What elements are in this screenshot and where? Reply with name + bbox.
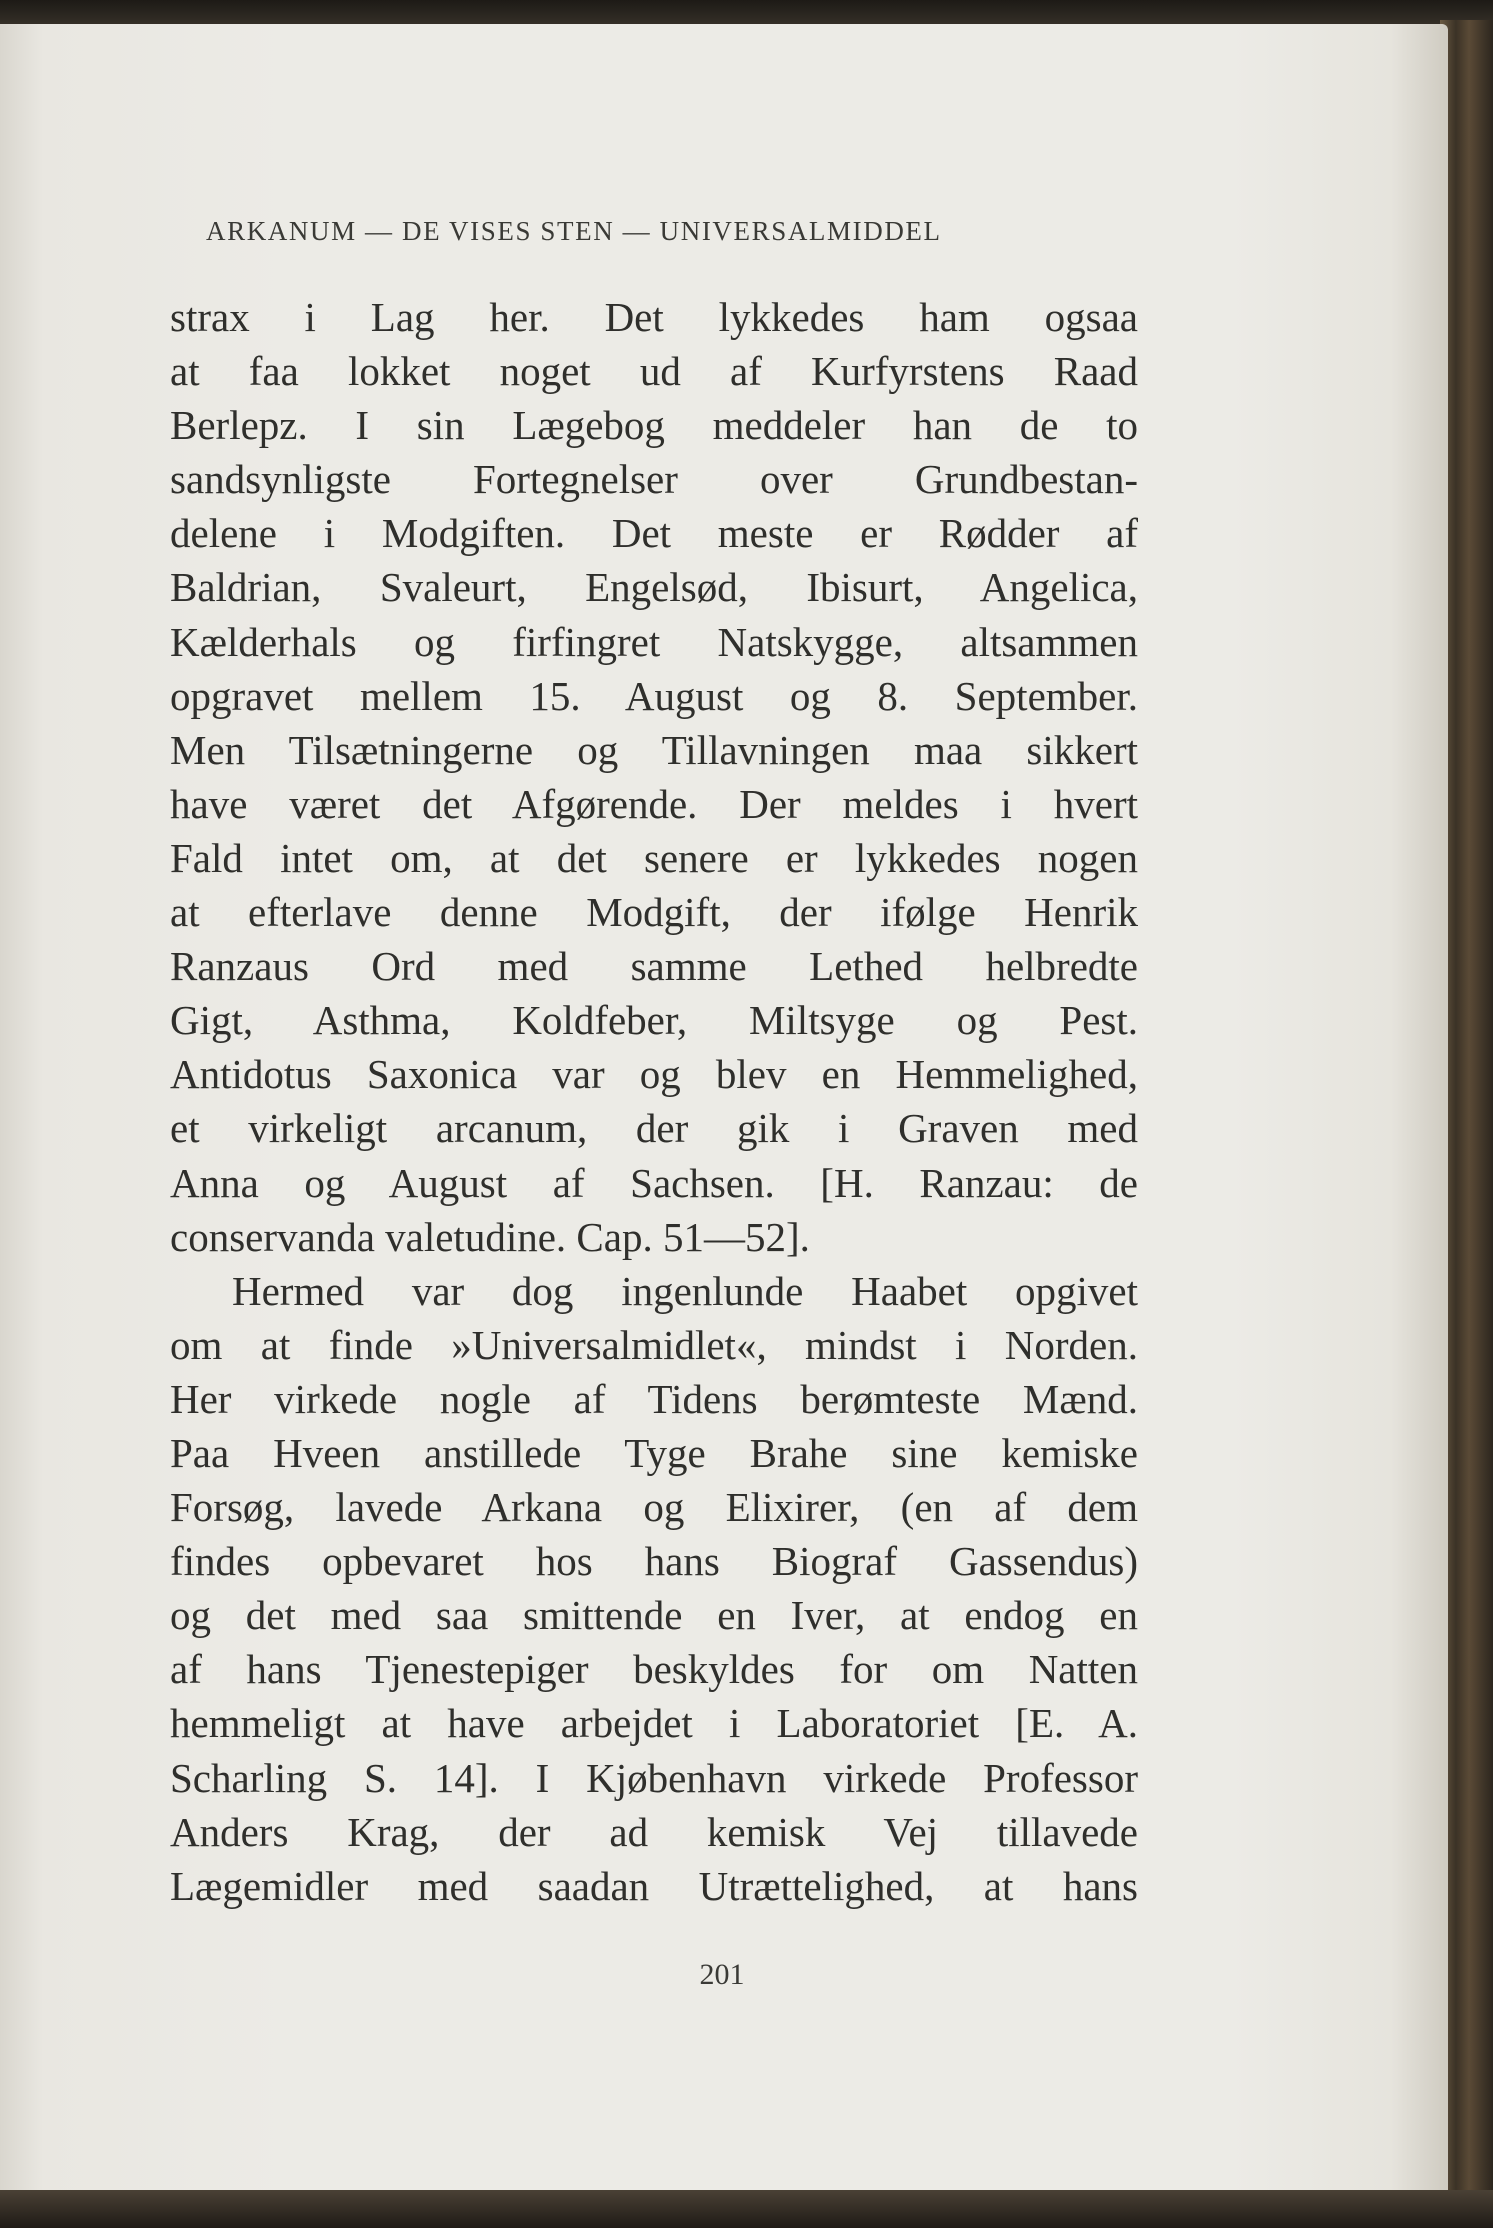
text-line: Forsøg, lavede Arkana og Elixirer, (en af dem [170, 1484, 1138, 1531]
text-line: Men Tilsætningerne og Tillavningen maa sikkert [170, 726, 1138, 773]
text-line: sandsynligste Fortegnelser over Grundbestan- [170, 456, 1138, 503]
book-page [0, 24, 1448, 2196]
text-line: Her virkede nogle af Tidens berømteste Mænd. [170, 1375, 1138, 1422]
paragraph-1 [170, 290, 1138, 1264]
text-line: conservanda valetudine. Cap. 51—52]. [170, 1213, 810, 1260]
text-line: Anders Krag, der ad kemisk Vej tillavede [170, 1808, 1138, 1855]
text-line: Baldrian, Svaleurt, Engelsød, Ibisurt, Angelica, [170, 564, 1138, 611]
text-line: at faa lokket noget ud af Kurfyrstens Raad [170, 348, 1138, 395]
book-bottom-edge [0, 2190, 1493, 2228]
text-line: have været det Afgørende. Der meldes i hvert [170, 780, 1138, 827]
text-line: af hans Tjenestepiger beskyldes for om Natten [170, 1646, 1138, 1693]
text-line: Paa Hveen anstillede Tyge Brahe sine kemiske [170, 1429, 1138, 1476]
text-line: strax i Lag her. Det lykkedes ham ogsaa [170, 294, 1138, 340]
page-number-text: 201 [699, 1958, 745, 1991]
text-line: Scharling S. 14]. I Kjøbenhavn virkede Professor [170, 1754, 1138, 1801]
text-line: Lægemidler med saadan Utrættelighed, at hans [170, 1862, 1138, 1909]
text-line: Fald intet om, at det senere er lykkedes nogen [170, 834, 1138, 881]
text-line: hemmeligt at have arbejdet i Laboratoriet [E. A. [170, 1700, 1138, 1747]
text-line: Berlepz. I sin Lægebog meddeler han de to [170, 402, 1138, 449]
page-number [0, 1958, 1448, 1992]
text-line: et virkeligt arcanum, der gik i Graven med [170, 1105, 1138, 1152]
text-line: Antidotus Saxonica var og blev en Hemmelighed, [170, 1051, 1138, 1098]
text-line: Ranzaus Ord med samme Lethed helbredte [170, 943, 1138, 990]
text-line: og det med saa smittende en Iver, at endog en [170, 1592, 1138, 1639]
text-line: Anna og August af Sachsen. [H. Ranzau: de [170, 1159, 1138, 1206]
running-head: ARKANUM — DE VISES STEN — UNIVERSALMIDDEL [206, 216, 942, 246]
text-line: Kælderhals og firfingret Natskygge, altsammen [170, 618, 1138, 665]
text-line: findes opbevaret hos hans Biograf Gassendus) [170, 1538, 1138, 1585]
text-line: om at finde »Universalmidlet«, mindst i Norden. [170, 1321, 1138, 1368]
text-line: delene i Modgiften. Det meste er Rødder af [170, 510, 1138, 557]
body-text [170, 290, 1138, 1913]
text-line: opgravet mellem 15. August og 8. September. [170, 672, 1138, 719]
paragraph-2 [170, 1264, 1138, 1913]
text-line: Gigt, Asthma, Koldfeber, Miltsyge og Pest. [170, 997, 1138, 1044]
text-line: Hermed var dog ingenlunde Haabet opgivet [232, 1267, 1138, 1314]
text-line: at efterlave denne Modgift, der ifølge Henrik [170, 889, 1138, 936]
